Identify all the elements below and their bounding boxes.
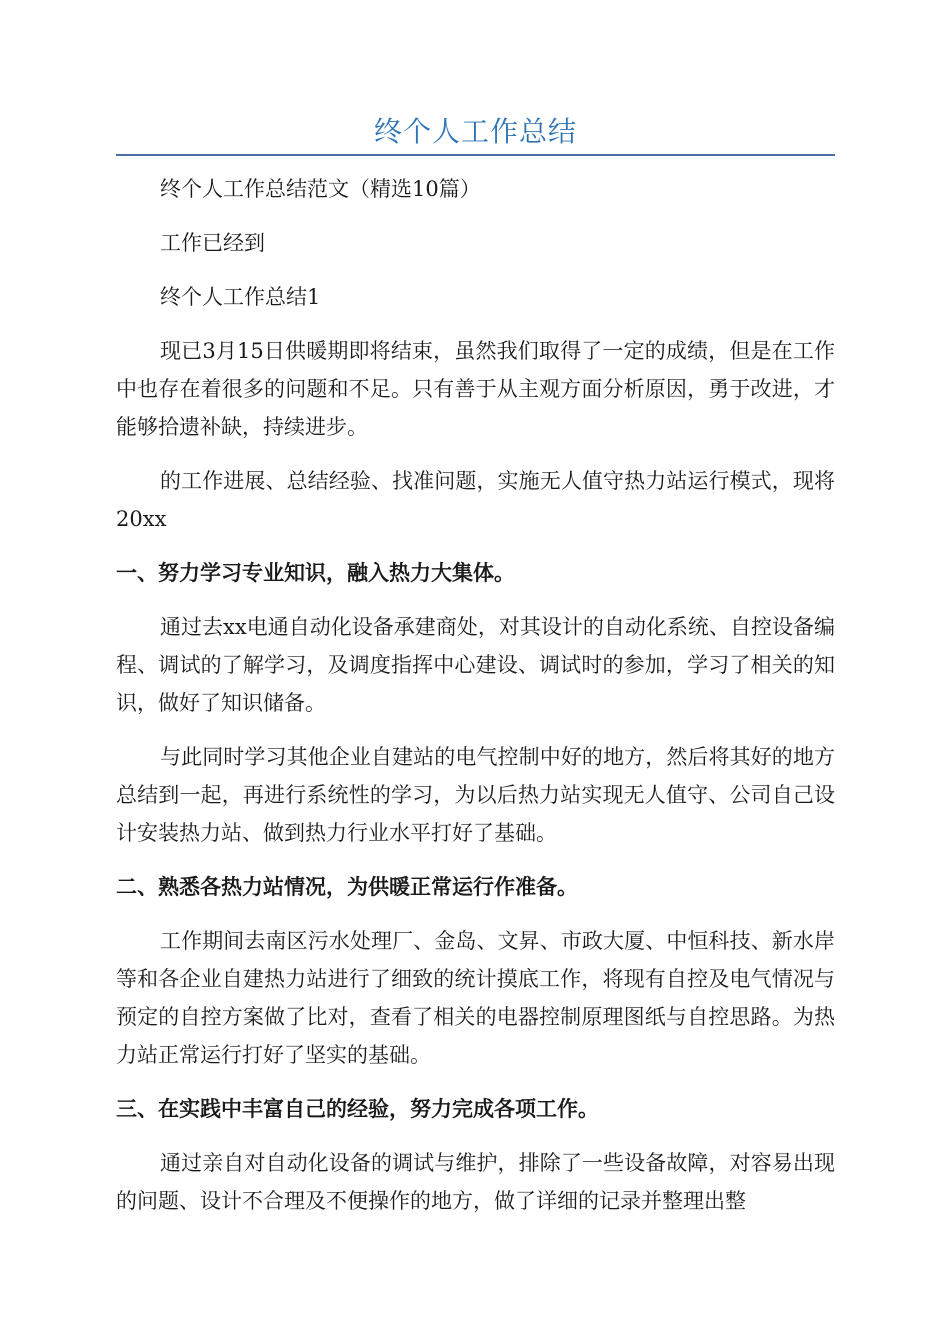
paragraph: 通过亲自对自动化设备的调试与维护，排除了一些设备故障，对容易出现的问题、设计不合理及不便操作的地方，做了详细的记录并整理出整 [116, 1151, 835, 1213]
paragraph-intro: 工作已经到 [160, 231, 265, 255]
section-heading-2: 二、熟悉各热力站情况，为供暖正常运行作准备。 [116, 874, 578, 899]
paragraph: 与此同时学习其他企业自建站的电气控制中好的地方，然后将其好的地方总结到一起，再进行系统性的学习，为以后热力站实现无人值守、公司自己设计安装热力站、做到热力行业水平打好了基础。 [116, 745, 835, 845]
paragraph: 工作期间去南区污水处理厂、金岛、文昇、市政大厦、中恒科技、新水岸等和各企业自建热力站进行了细致的统计摸底工作，将现有自控及电气情况与预定的自控方案做了比对，查看了相关的电器控制原理图纸与自控思路。为热力站正常运行打好了坚实的基础。 [116, 929, 835, 1067]
document-title: 终个人工作总结 [373, 115, 577, 148]
section-heading-1: 一、努力学习专业知识，融入热力大集体。 [116, 560, 515, 585]
paragraph: 现已3月15日供暖期即将结束，虽然我们取得了一定的成绩，但是在工作中也存在着很多的问题和不足。只有善于从主观方面分析原因，勇于改进，才能够拾遗补缺，持续进步。 [116, 339, 835, 439]
section-heading-3: 三、在实践中丰富自己的经验，努力完成各项工作。 [116, 1096, 599, 1121]
title-underline [116, 154, 835, 156]
paragraph: 通过去xx电通自动化设备承建商处，对其设计的自动化系统、自控设备编程、调试的了解学习，及调度指挥中心建设、调试时的参加，学习了相关的知识，做好了知识储备。 [116, 615, 835, 715]
paragraph: 的工作进展、总结经验、找准问题，实施无人值守热力站运行模式，现将20xx [116, 469, 835, 531]
paragraph-subtitle: 终个人工作总结范文（精选10篇） [160, 177, 481, 201]
paragraph-section-label: 终个人工作总结1 [160, 285, 321, 309]
document-body [116, 170, 835, 1236]
